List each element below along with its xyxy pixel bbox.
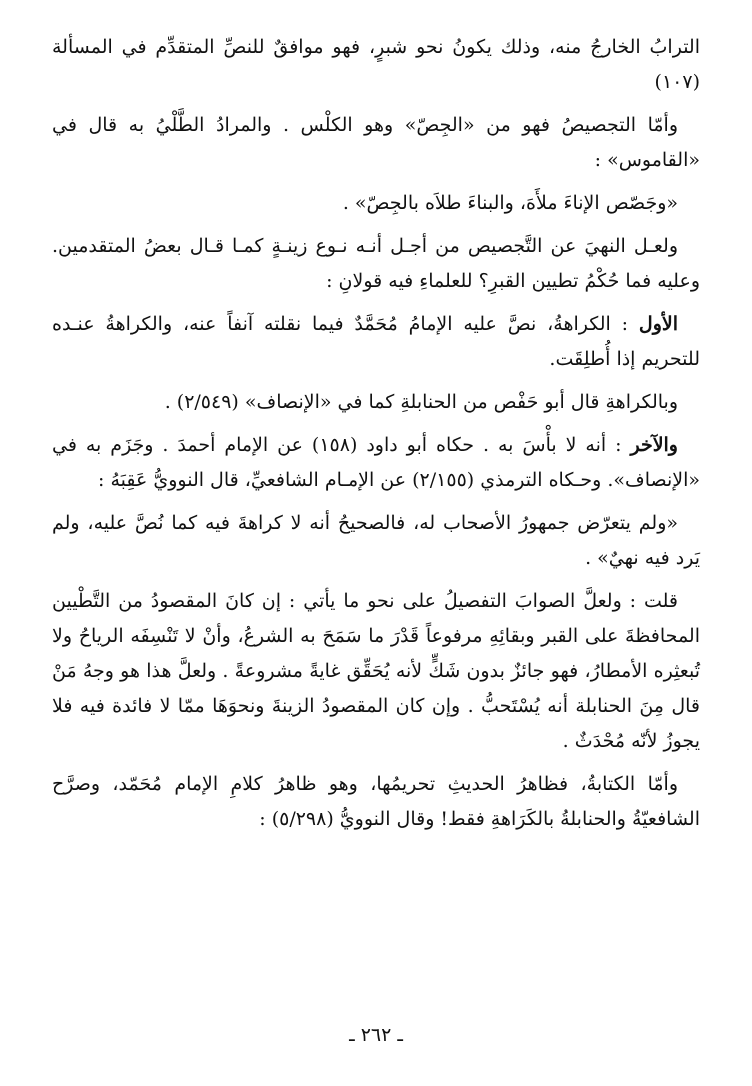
paragraph-text: : أنه لا بأْسَ به . حكاه أبو داود (١٥٨) عن الإمام أحمدَ . وجَزَم به في «الإنصاف». وحـكاه الترمذي (٢/١٥٥) عن الإمـام الشافعيِّ، قال النوويُّ عَقِبَهُ :	[52, 434, 700, 491]
paragraph-text: : الكراهةُ، نصَّ عليه الإمامُ مُحَمَّدٌ فيما نقلته آنفاً عنه، والكراهةُ عنـده للتحريم إذا أُطلِقَت.	[52, 313, 700, 370]
paragraph-text: ولعـل النهيَ عن التَّجصيص من أجـل أنـه نـوع زينـةٍ كمـا قـال بعضُ المتقدمين. وعليه فما حُكْمُ تطيين القبرِ؟ للعلماءِ فيه قولانِ :	[52, 235, 700, 292]
paragraph-2	[52, 108, 700, 178]
page-body	[52, 30, 700, 1046]
paragraph-second-opinion	[52, 428, 700, 498]
paragraph-text: وأمّا الكتابةُ، فظاهرُ الحديثِ تحريمُها، وهو ظاهرُ كلامِ الإمام مُحَمّد، وصرَّح الشافعيّةُ والحنابلةُ بالكَرَاهةِ فقط! وقال النوويُّ (٥/٢٩٨) :	[52, 773, 700, 830]
paragraph-text: وأمّا التجصيصُ فهو من «الجِصّ» وهو الكلْس . والمرادُ الطَّلْيُ به قال في «القاموس» :	[52, 114, 700, 171]
paragraph-text: الترابُ الخارجُ منه، وذلك يكونُ نحو شبرٍ، فهو موافقٌ للنصِّ المتقدِّم في المسألة (١٠٧)	[52, 36, 700, 93]
page-number: ـ ٢٦٢ ـ	[349, 1024, 403, 1046]
paragraph-5	[52, 584, 700, 759]
paragraph-4	[52, 385, 700, 420]
quote-paragraph-1	[52, 186, 700, 221]
paragraph-text: «وجَصّص الإناءَ ملأَهَ، والبناءَ طلاَه بالجِصّ» .	[342, 192, 678, 214]
quote-paragraph-2	[52, 506, 700, 576]
paragraph-first-opinion	[52, 307, 700, 377]
paragraph-text: وبالكراهةِ قال أبو حَفْص من الحنابلةِ كما في «الإنصاف» (٢/٥٤٩) .	[164, 391, 678, 413]
paragraph-text: قلت : ولعلَّ الصوابَ التفصيلُ على نحو ما يأتي : إن كانَ المقصودُ من التَّطْيين المحافظةَ على القبر وبقائِهِ مرفوعاً قَدْرَ ما سَمَحَ به الشرعُ، وأنْ لا تَنْسِفَه الرياحُ ولا تُبعثِره الأمطارُ، فهو جائزٌ بدون شَكٍّ لأنه يُحَقِّق غايةً مشروعةً . ولعلَّ هذا هو وجهُ مَنْ قال مِنَ الحنابلة أنه يُسْتَحبُّ . وإن كان المقصودُ الزينةَ ونحوَهَا ممّا لا فائدة فيه فلا يجوزُ لأنّه مُحْدَثٌ .	[52, 590, 700, 752]
paragraph-text: «ولم يتعرّض جمهورُ الأصحاب له، فالصحيحُ أنه لا كراهةَ فيه كما نُصَّ عليه، ولم يَرد فيه نهيٌ» .	[52, 512, 700, 569]
paragraph-1	[52, 30, 700, 100]
paragraph-3	[52, 229, 700, 299]
opinion-label: الأول	[638, 313, 678, 335]
paragraph-6	[52, 767, 700, 837]
opinion-label: والآخر	[630, 434, 678, 456]
